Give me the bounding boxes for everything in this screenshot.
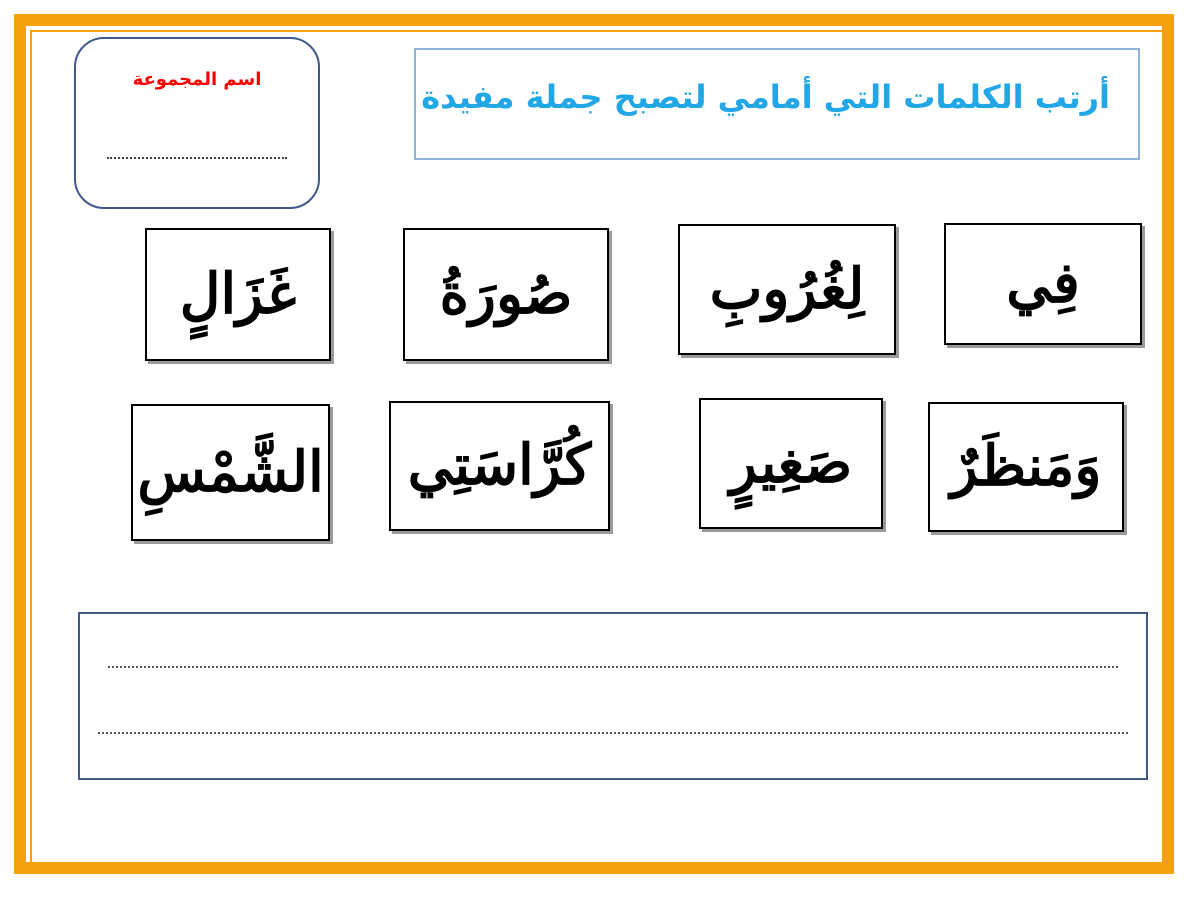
word-card[interactable]: [145, 228, 331, 361]
word-card-text: فِي: [1006, 250, 1080, 317]
word-card[interactable]: [131, 404, 330, 541]
word-card[interactable]: [678, 224, 896, 355]
word-card-text: صُورَةُ: [439, 260, 573, 327]
word-card[interactable]: [944, 223, 1142, 345]
word-card-text: صَغِيرٍ: [729, 429, 853, 496]
word-card-text: وَمَنظَرٌ: [950, 433, 1102, 500]
answer-line-1[interactable]: [108, 666, 1118, 668]
answer-box: [78, 612, 1148, 780]
instruction-title: أرتب الكلمات التي أمامي لتصبح جملة مفيدة: [421, 78, 1110, 116]
group-name-field[interactable]: [107, 157, 287, 159]
word-card[interactable]: [389, 401, 610, 531]
word-card[interactable]: [699, 398, 883, 529]
word-card-text: غَزَالٍ: [179, 260, 297, 327]
answer-line-2[interactable]: [98, 732, 1128, 734]
instruction-box: [414, 48, 1140, 160]
word-card-text: لِغُرُوبِ: [709, 255, 865, 322]
word-card-text: كُرَّاسَتِي: [407, 432, 592, 499]
word-card[interactable]: [928, 402, 1124, 532]
group-name-label: اسم المجموعة: [132, 69, 262, 90]
group-name-box: [74, 37, 320, 209]
word-card[interactable]: [403, 228, 609, 361]
word-card-text: الشَّمْسِ: [137, 438, 324, 505]
